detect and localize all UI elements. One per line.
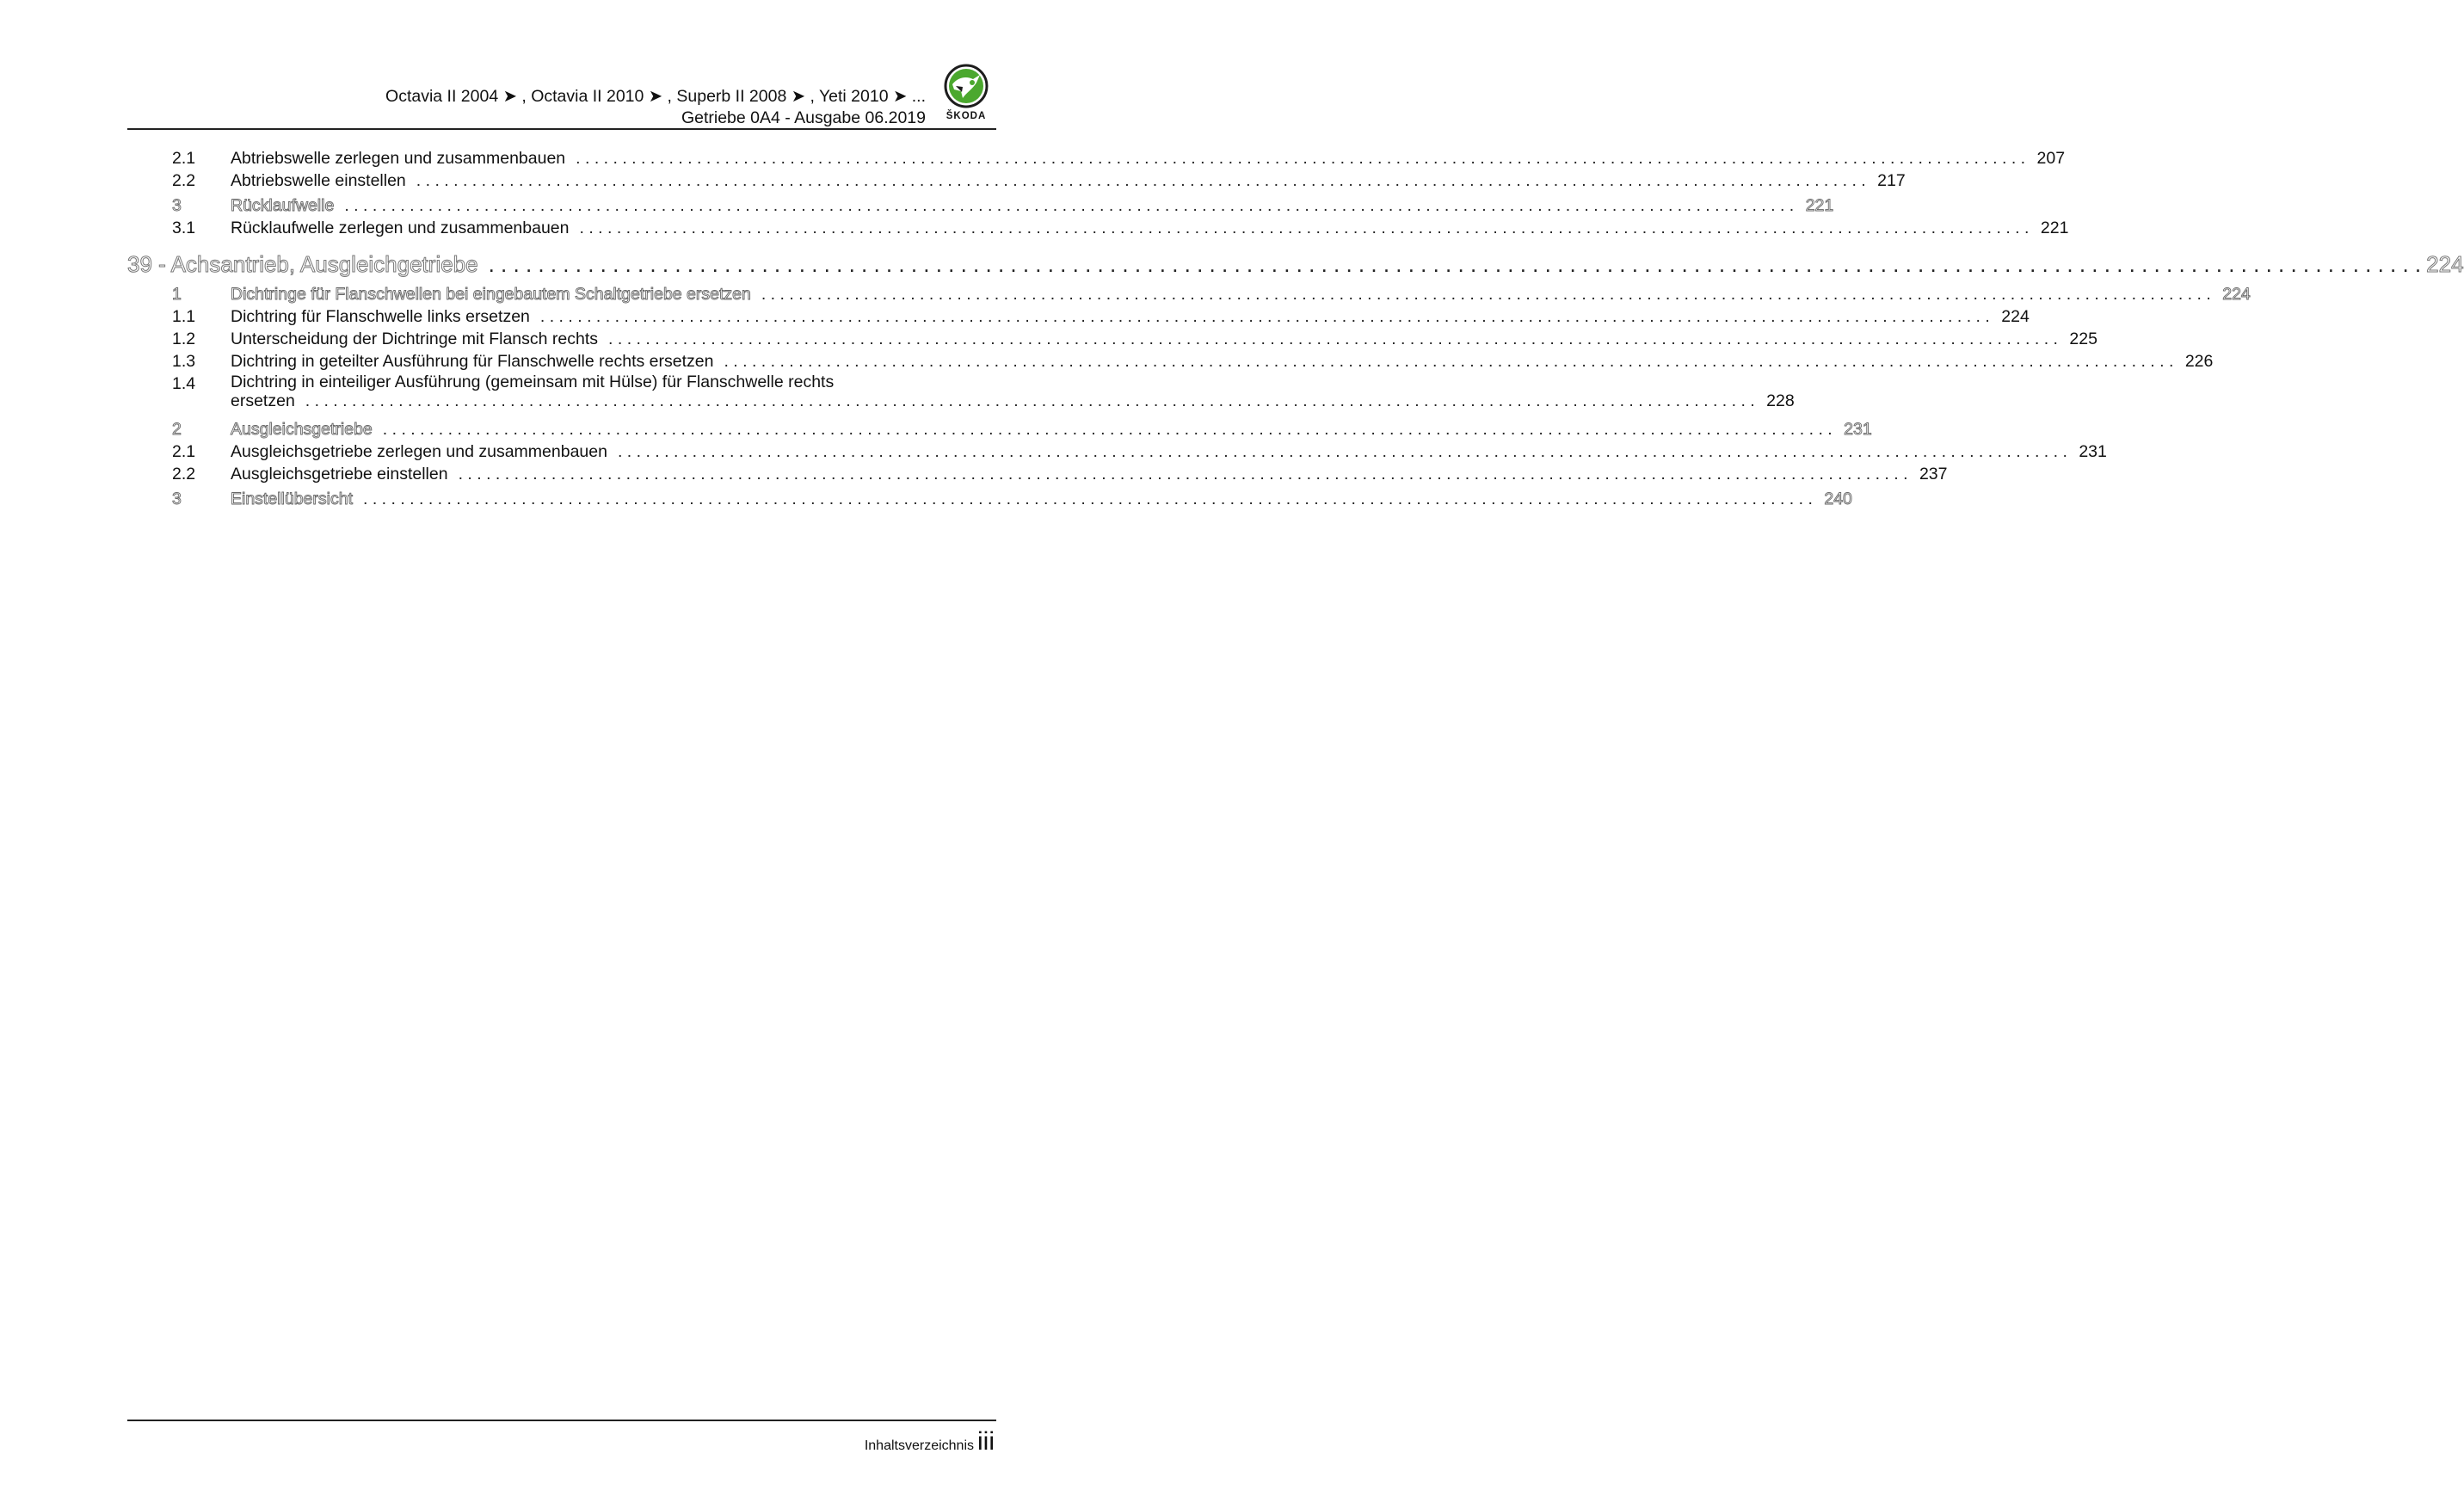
toc-dot-leader (724, 351, 2178, 372)
toc-entry-body (231, 195, 1833, 216)
toc-dot-leader (363, 489, 1818, 509)
toc-entry-number: 3.1 (172, 219, 196, 237)
toc-entry-title: Ausgleichsgetriebe zerlegen und zusammenbauen (231, 442, 607, 461)
toc-entry[interactable] (127, 170, 1906, 191)
toc-entry-number: 1.1 (172, 307, 196, 326)
toc-entry-body (231, 419, 1872, 440)
toc-chapter-heading[interactable] (127, 250, 2464, 278)
toc-entry-page: 224 (2001, 307, 2030, 326)
toc-entry-title-continued: ersetzen (231, 391, 295, 410)
toc-entry-page: 228 (1766, 391, 1795, 410)
toc-entry-number: 1.2 (172, 330, 196, 348)
toc-entry-number: 1.3 (172, 352, 196, 371)
toc-entry-body (231, 306, 2030, 327)
toc-entry-body (127, 250, 2464, 278)
toc-entry-page: 231 (1844, 420, 1872, 439)
toc-entry[interactable] (127, 373, 1795, 411)
skoda-logo-icon (944, 64, 989, 108)
toc-entry-title: Rücklaufwelle (231, 196, 335, 215)
header-text (385, 86, 926, 129)
toc-entry-number: 1 (172, 285, 182, 304)
toc-entry-body (231, 148, 2065, 169)
brand-logo (936, 64, 996, 121)
toc-entry[interactable] (127, 306, 2030, 327)
toc-entry-page: 226 (2184, 352, 2214, 371)
page-header (127, 62, 996, 129)
header-divider (127, 128, 996, 130)
toc-entry[interactable] (127, 148, 2066, 169)
toc-entry[interactable] (127, 284, 2251, 305)
toc-entry[interactable] (127, 419, 1872, 440)
toc-entry[interactable] (127, 195, 1834, 216)
toc-entry-number: 2.1 (172, 149, 196, 168)
toc-entry-page: 231 (2079, 442, 2107, 461)
toc-entry-body (231, 218, 2068, 238)
toc-entry-page: 221 (1805, 196, 1834, 215)
toc-entry-number: 2 (172, 420, 182, 439)
toc-entry-page: 225 (2069, 330, 2097, 348)
toc-entry-body (231, 284, 2251, 305)
toc-entry-title: Dichtringe für Flanschwellen bei eingebautem Schaltgetriebe ersetzen (231, 285, 751, 304)
toc-entry-number: 1.4 (172, 374, 196, 393)
toc-entry-body (231, 373, 1795, 411)
header-models-line: Octavia II 2004 ➤ , Octavia II 2010 ➤ , Superb II 2008 ➤ , Yeti 2010 ➤ ... (385, 87, 926, 106)
toc-entry-body (231, 170, 1906, 191)
toc-entry-number: 3 (172, 490, 182, 508)
toc-entry-body (231, 489, 1852, 509)
toc-entry-title: Abtriebswelle einstellen (231, 171, 406, 190)
toc-dot-leader (344, 195, 1799, 216)
toc-entry-page: 240 (1824, 490, 1852, 508)
toc-entry-title: 39 - Achsantrieb, Ausgleichgetriebe (127, 251, 478, 277)
toc-entry[interactable] (127, 218, 2069, 238)
toc-entry-title-line1: Dichtring in einteiliger Ausführung (gemeinsam mit Hülse) für Flanschwelle rechts (231, 373, 835, 391)
toc-entry-page: 221 (2040, 219, 2069, 237)
toc-entry-number: 2.1 (172, 442, 196, 461)
toc-dot-leader (383, 419, 1838, 440)
toc-entry-page: 207 (2036, 149, 2066, 168)
toc-entry-title-line2 (231, 391, 1795, 411)
toc-entry-page: 224 (2222, 285, 2251, 304)
toc-entry[interactable] (127, 489, 1852, 509)
toc-entry[interactable] (127, 329, 2097, 349)
toc-dot-leader (540, 306, 1995, 327)
toc-entry-title: Rücklaufwelle zerlegen und zusammenbauen (231, 219, 570, 237)
toc-dot-leader (489, 250, 2427, 278)
toc-entry[interactable] (127, 464, 1948, 484)
header-edition-line: Getriebe 0A4 - Ausgabe 06.2019 (681, 108, 926, 127)
toc-entry-title: Ausgleichsgetriebe einstellen (231, 465, 448, 483)
toc-dot-leader (416, 170, 1871, 191)
toc-entry[interactable] (127, 441, 2107, 462)
toc-entry[interactable] (127, 351, 2214, 372)
toc-dot-leader (608, 329, 2063, 349)
footer-section-label: Inhaltsverzeichnis (864, 1438, 974, 1453)
footer-page-number: iii (977, 1427, 995, 1456)
brand-wordmark: ŠKODA (946, 111, 987, 121)
toc-entry-page: 217 (1877, 171, 1906, 190)
toc-entry-number: 2.2 (172, 171, 196, 190)
toc-dot-leader (459, 464, 1913, 484)
toc-entry-title: Unterscheidung der Dichtringe mit Flansch rechts (231, 330, 599, 348)
toc-dot-leader (618, 441, 2073, 462)
toc-entry-title: Ausgleichsgetriebe (231, 420, 373, 439)
toc-entry-number: 3 (172, 196, 182, 215)
toc-entry-page: 224 (2426, 251, 2464, 277)
toc-entry-page: 237 (1919, 465, 1948, 483)
toc-entry-body (231, 441, 2107, 462)
toc-entry-title: Einstellübersicht (231, 490, 353, 508)
toc-entry-number: 2.2 (172, 465, 196, 483)
toc-entry-title: Abtriebswelle zerlegen und zusammenbauen (231, 149, 566, 168)
footer-divider (127, 1420, 996, 1421)
toc-entry-title: Dichtring in geteilter Ausführung für Flanschwelle rechts ersetzen (231, 352, 714, 371)
toc-dot-leader (576, 148, 2030, 169)
table-of-contents (127, 148, 2464, 509)
toc-dot-leader (761, 284, 2216, 305)
toc-entry-body (231, 464, 1948, 484)
toc-entry-title: Dichtring für Flanschwelle links ersetzen (231, 307, 530, 326)
toc-dot-leader (580, 218, 2035, 238)
toc-dot-leader (305, 391, 1760, 411)
toc-entry-body (231, 329, 2097, 349)
toc-entry-body (231, 351, 2213, 372)
